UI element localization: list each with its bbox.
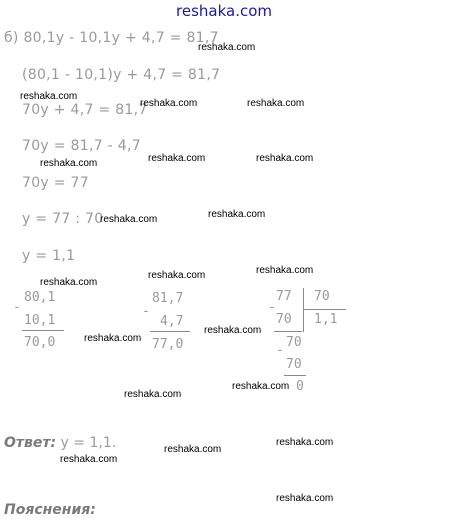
watermark: reshaka.com	[40, 277, 98, 288]
sub2-top: 81,7	[152, 291, 184, 306]
minus-sign: -	[13, 300, 21, 315]
minus-sign: -	[142, 304, 150, 319]
answer-label: Ответ:	[4, 435, 57, 451]
watermark: reshaka.com	[164, 444, 222, 455]
watermark: reshaka.com	[40, 158, 98, 169]
watermark: reshaka.com	[204, 325, 262, 336]
solution-line-5: 70y = 77	[22, 175, 89, 191]
explanation-heading	[4, 502, 96, 518]
watermark: reshaka.com	[208, 209, 266, 220]
watermark: reshaka.com	[276, 493, 334, 504]
solution-line-7: y = 1,1	[22, 248, 76, 264]
division-quotient-line	[304, 309, 346, 310]
sub1-result: 70,0	[24, 335, 56, 350]
division-quotient: 1,1	[314, 312, 338, 327]
sub2-result: 77,0	[152, 337, 184, 352]
watermark: reshaka.com	[100, 214, 158, 225]
watermark: reshaka.com	[60, 454, 118, 465]
division-remainder: 70	[286, 335, 302, 350]
watermark: reshaka.com	[256, 153, 314, 164]
watermark: reshaka.com	[198, 42, 256, 53]
watermark: reshaka.com	[140, 98, 198, 109]
watermark: reshaka.com	[20, 91, 78, 102]
division-line	[274, 331, 302, 332]
division-dividend: 77	[276, 289, 292, 304]
sub2-bottom: 4,7	[160, 314, 184, 329]
solution-line-4: 70y = 81,7 - 4,7	[22, 138, 141, 154]
division-divisor: 70	[314, 289, 330, 304]
division-final: 0	[296, 379, 304, 394]
solution-line-6: y = 77 : 70	[22, 211, 104, 227]
watermark: reshaka.com	[256, 265, 314, 276]
answer-row	[4, 435, 116, 451]
watermark: reshaka.com	[232, 381, 290, 392]
explanation-label: Пояснения:	[4, 502, 96, 518]
watermark: reshaka.com	[84, 333, 142, 344]
division-step1: 70	[276, 312, 292, 327]
division-line	[284, 375, 306, 376]
site-header[interactable]: reshaka.com	[176, 2, 272, 20]
watermark: reshaka.com	[148, 153, 206, 164]
watermark: reshaka.com	[148, 270, 206, 281]
sub2-line	[150, 331, 190, 332]
watermark: reshaka.com	[276, 437, 334, 448]
sub1-bottom: 10,1	[24, 313, 56, 328]
sub1-top: 80,1	[24, 290, 56, 305]
minus-sign: -	[268, 300, 276, 315]
division-vertical-line	[303, 288, 304, 332]
watermark: reshaka.com	[247, 98, 305, 109]
solution-line-3: 70y + 4,7 = 81,7	[22, 102, 148, 118]
sub1-line	[22, 330, 64, 331]
answer-value: y = 1,1.	[60, 435, 117, 451]
watermark: reshaka.com	[124, 389, 182, 400]
minus-sign: -	[276, 343, 284, 358]
division-step2: 70	[286, 357, 302, 372]
solution-line-2: (80,1 - 10,1)y + 4,7 = 81,7	[22, 67, 221, 83]
solution-line-1: б) 80,1y - 10,1y + 4,7 = 81,7	[4, 30, 219, 46]
